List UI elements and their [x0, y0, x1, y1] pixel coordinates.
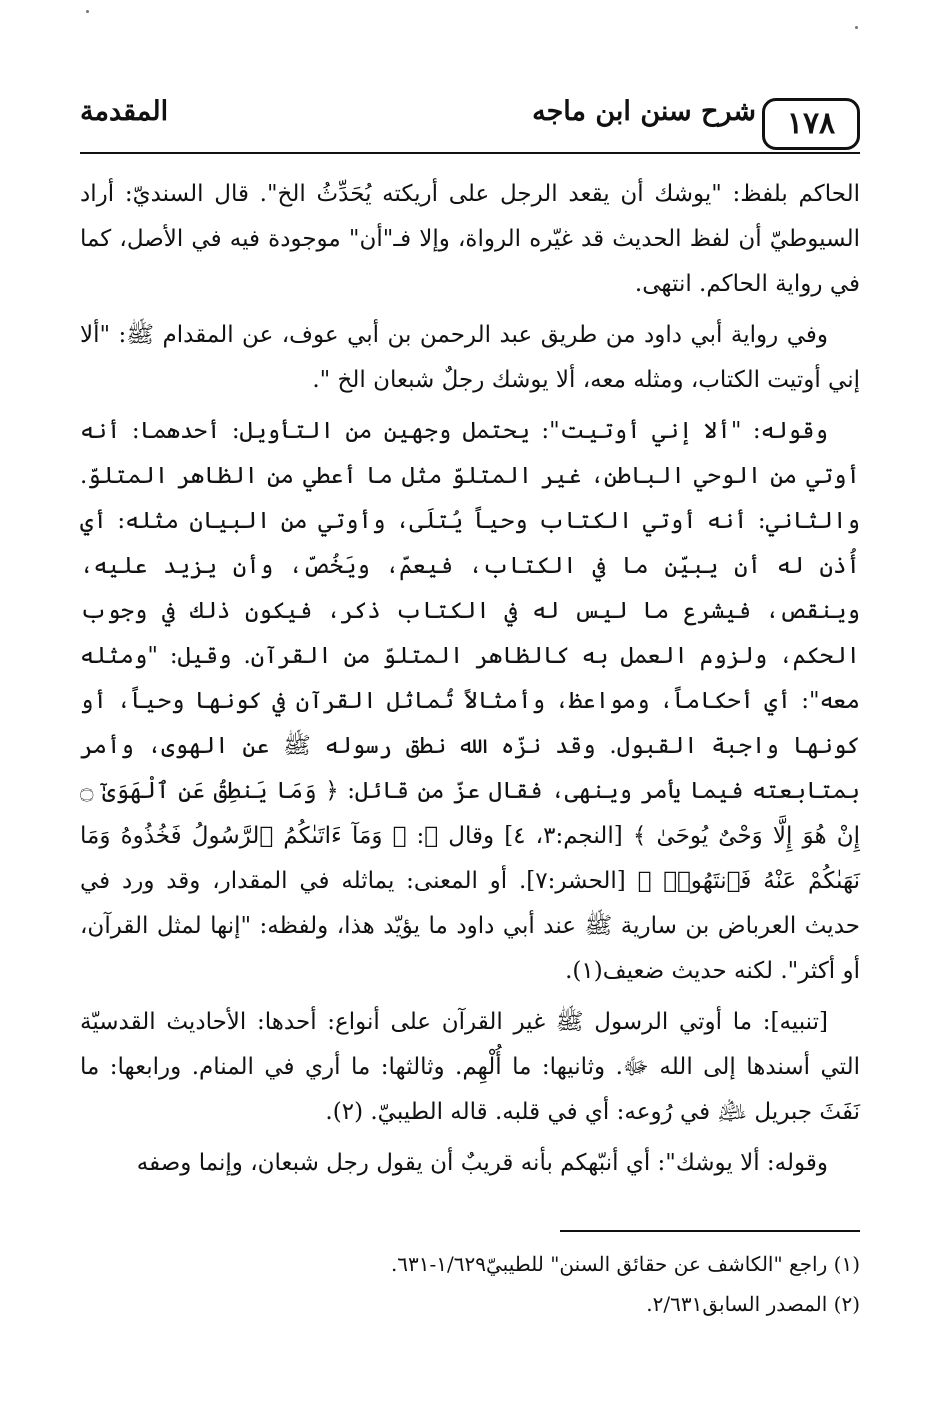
section-title: المقدمة	[80, 96, 169, 127]
footnote: (١) راجع "الكاشف عن حقائق السنن" للطيبيّ١/٦٢٩-٦٣١.	[390, 1252, 860, 1276]
page-number: ١٧٨	[762, 98, 860, 150]
page-header	[80, 92, 860, 154]
footnote: (٢) المصدر السابق٢/٦٣١.	[646, 1292, 860, 1316]
scan-speck	[86, 10, 89, 13]
paragraph: وقوله: ألا يوشك": أي أنبّهكم بأنه قريبٌ أن يقول رجل شبعان، وإنما وصفه	[136, 1150, 828, 1176]
scan-speck	[855, 26, 858, 29]
main-text	[80, 172, 860, 1192]
paragraph: الحاكم بلفظ: "يوشك أن يقعد الرجل على أريكته يُحَدِّثُ الخ". قال السنديّ: أراد السيوطيّ أن لفظ الحديث قد غيّره الرواة، وإلا فـ"أن" موجودة فيه في الأصل، كما في رواية الحاكم. انتهى.	[80, 181, 860, 297]
footnotes	[80, 1244, 860, 1324]
paragraph: وقوله: "ألا إني أوتيت": يحتمل وجهين من التأويل: أحدهما: أنه أوتي من الوحي الباطن، غير المتلوّ مثل ما أعطي من الظاهر المتلوّ. والثاني: أنه أوتي الكتاب وحياً يُتلَى، وأوتي من البيان مثله: أي أُذن له أن يبيّن ما في الكتاب، فيعمّ، ويَخُصّ، وأن يزيد عليه، وينقص، فيشرع ما ليس له في الكتاب ذكر، فيكون ذلك في وجوب الحكم، ولزوم العمل به كالظاهر المتلوّ من القرآن. وقيل: "ومثله معه": أي أحكاماً، ومواعظ، وأمثالاً تُماثل القرآن في كونها وحياً، أو كونها واجبة القبول. وقد نزّه الله نطق رسوله ﷺ عن الهوى، وأمر بمتابعته فيما يأمر وينهى، فقال عزّ من قائل: ﴿ وَمَا يَنطِقُ عَنِ ٱلْهَوَىٰٓ ۝ إِنْ هُوَ إِلَّا وَحْىٌ يُوحَىٰ ﴾ [النجم:٣، ٤] وقال ﷻ: ﴿ وَمَآ ءَاتَىٰكُمُ ٱلرَّسُولُ فَخُذُوهُ وَمَا نَهَىٰكُمْ عَنْهُ فَٱنتَهُوا۟ ﴾ [الحشر:٧]. أو المعنى: يماثله في المقدار، وقد ورد في حديث العرباض بن سارية ﷺ عند أبي داود ما يؤيّد هذا، ولفظه: "إنها لمثل القرآن، أو أكثر". لكنه حديث ضعيف(١).	[80, 418, 860, 984]
paragraph: [تنبيه]: ما أوتي الرسول ﷺ غير القرآن على أنواع: أحدها: الأحاديث القدسيّة التي أسندها إلى الله ﷻ. وثانيها: ما أُلْهِم. وثالثها: ما أري في المنام. ورابعها: ما نَفَثَ جبريل ﵇ في رُوعه: أي في قلبه. قاله الطيبيّ. (٢).	[80, 1009, 860, 1125]
paragraph: وفي رواية أبي داود من طريق عبد الرحمن بن أبي عوف، عن المقدام ﷺ: "ألا إني أوتيت الكتاب، ومثله معه، ألا يوشك رجلٌ شبعان الخ ".	[80, 322, 860, 393]
book-title: شرح سنن ابن ماجه	[532, 96, 756, 127]
